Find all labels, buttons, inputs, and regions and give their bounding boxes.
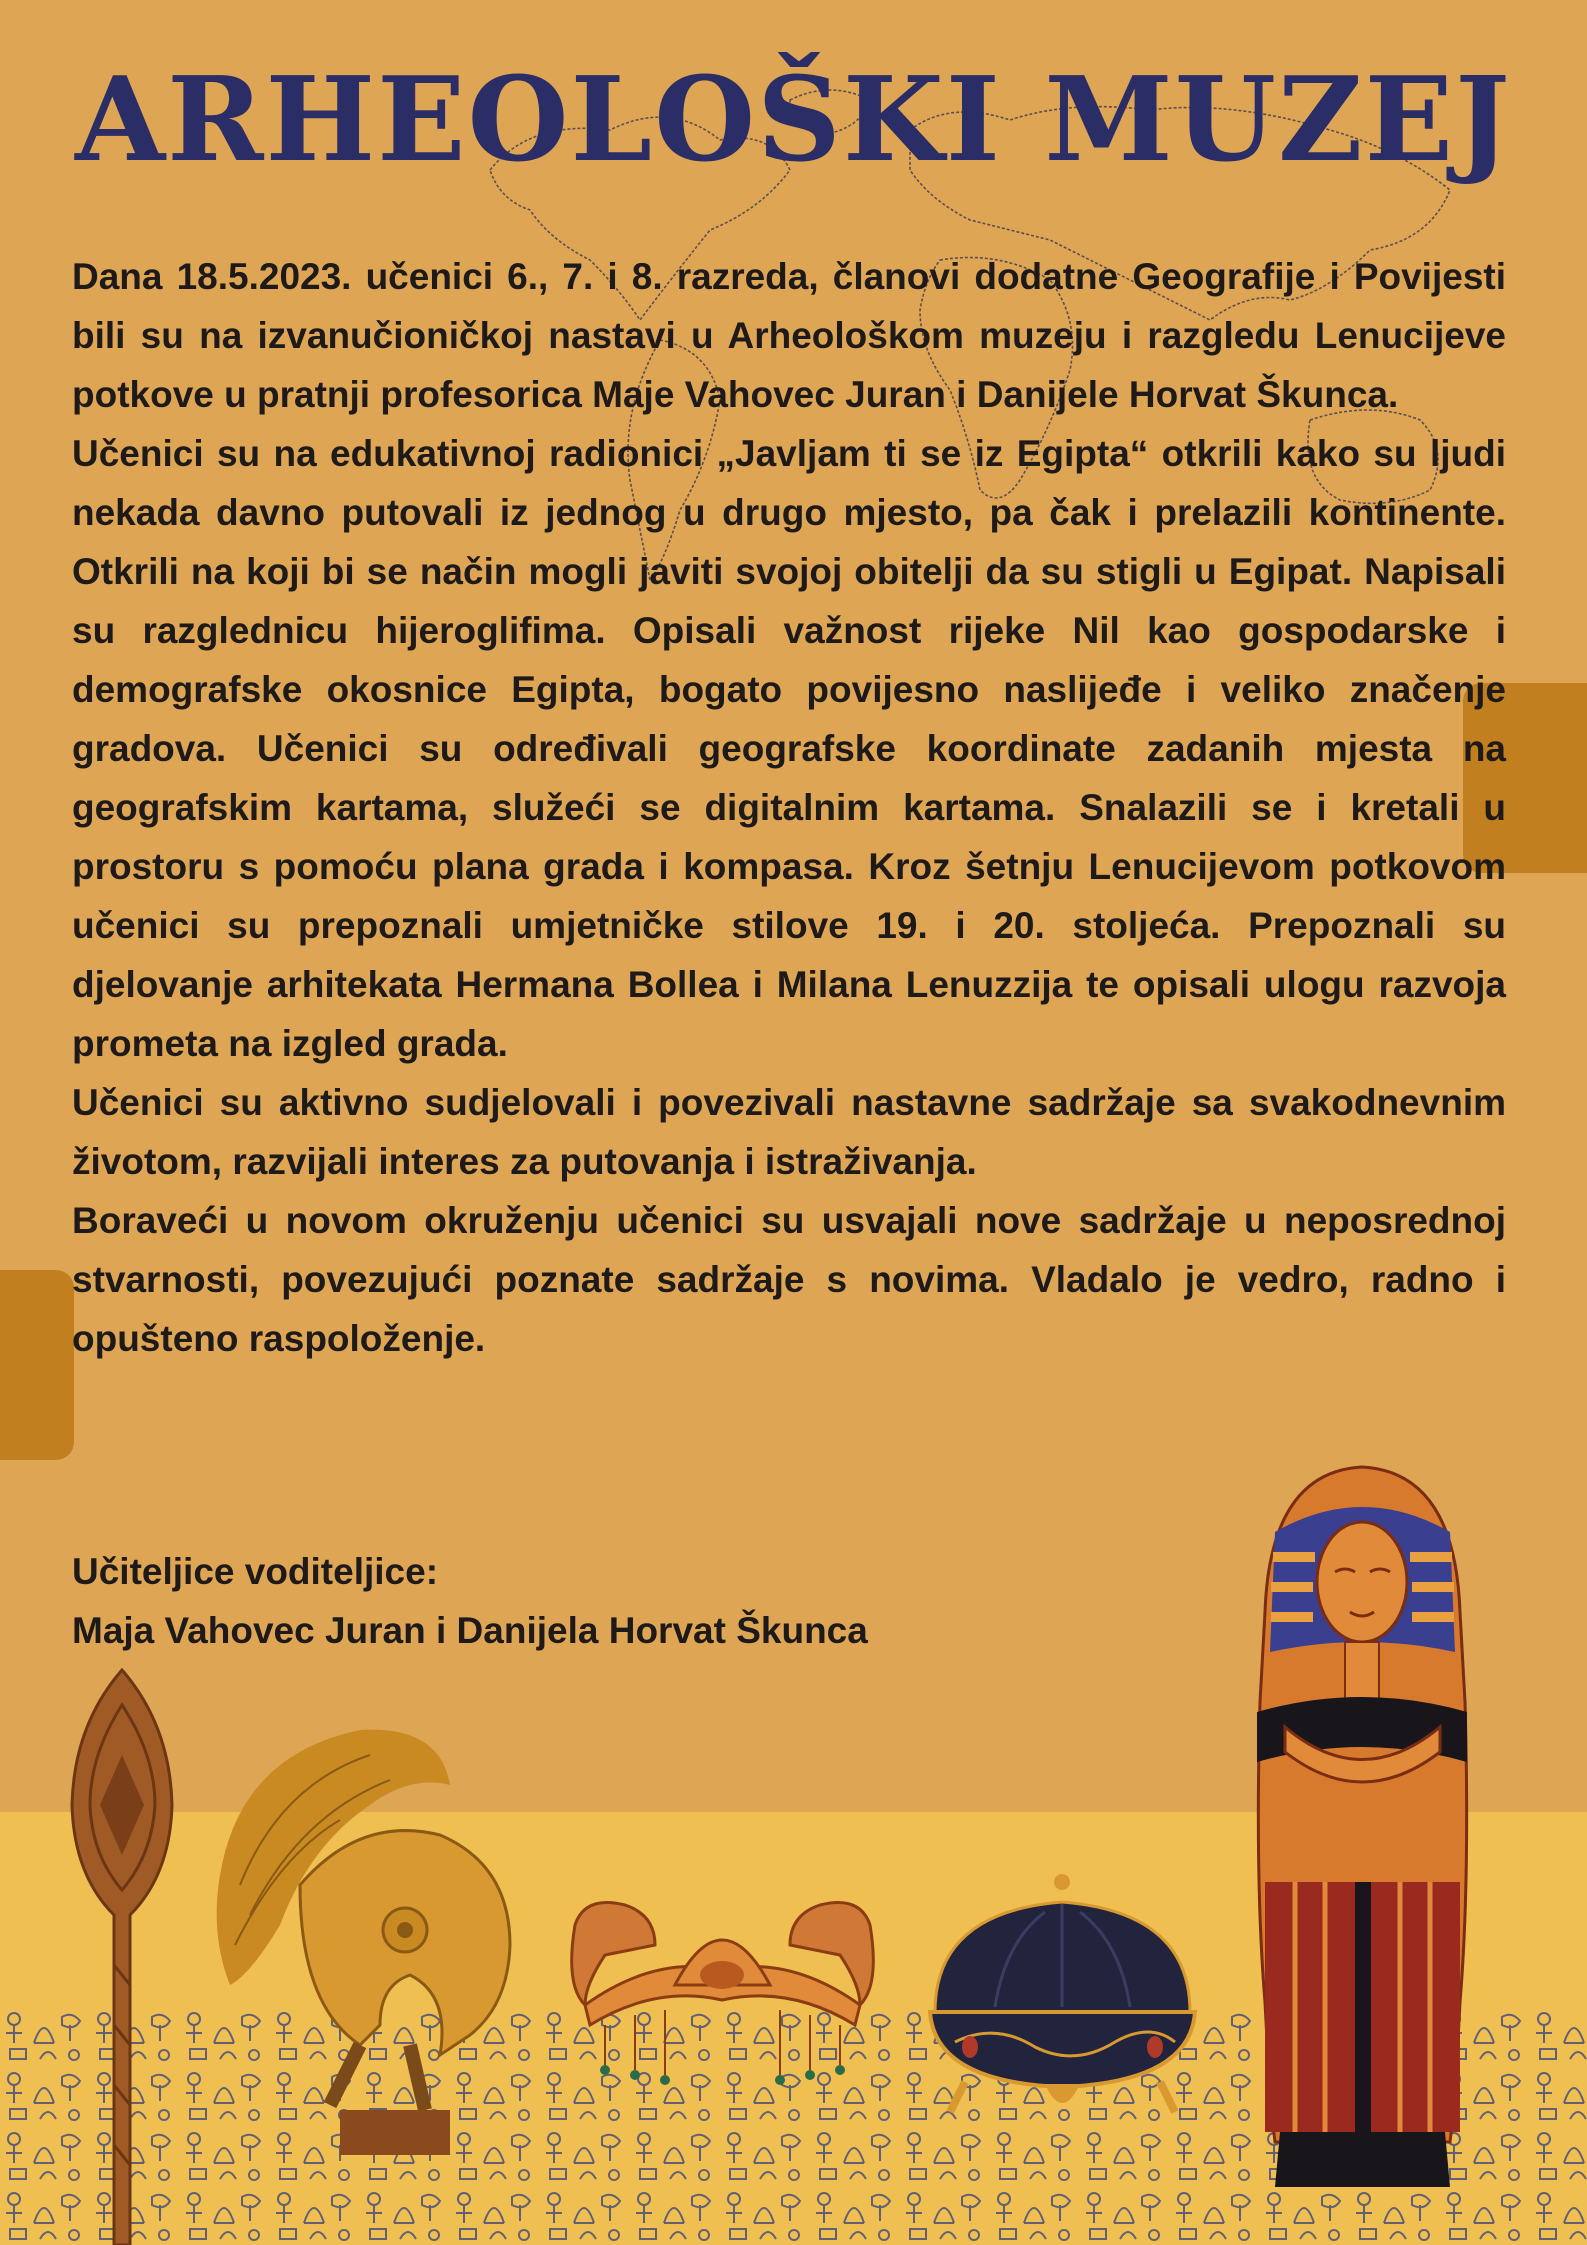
signature-heading: Učiteljice voditeljice: [72, 1551, 439, 1592]
crown-artifact [565, 1875, 880, 2125]
helmet-artifact [210, 1725, 520, 2160]
decorative-tab-left [0, 1270, 74, 1460]
signature-names: Maja Vahovec Juran i Danijela Horvat Škunca [72, 1610, 868, 1651]
paragraph-3: Učenici su aktivno sudjelovali i povezivali nastavne sadržaje sa svakodnevnim životom, razvijali interes za putovanja i istraživanja. [72, 1082, 1506, 1182]
ceremonial-bowl-artifact [925, 1872, 1200, 2122]
wooden-paddle-artifact [60, 1665, 185, 2245]
paragraph-1: Dana 18.5.2023. učenici 6., 7. i 8. razreda, članovi dodatne Geografije i Povijesti bili su na izvanučioničkoj nastavi u Arheološkom muzeju i razgledu Lenucijeve potkove u pratnji profesorica Maje Vahovec Juran i Danijele Horvat Škunca. [72, 256, 1506, 415]
paragraph-4: Boraveći u novom okruženju učenici su usvajali nove sadržaje u neposrednoj stvarnosti, povezujući poznate sadržaje s novima. Vladalo je vedro, radno i opušteno raspoloženje. [72, 1200, 1506, 1359]
page-title: ARHEOLOŠKI MUZEJ [75, 52, 1512, 188]
paragraph-2: Učenici su na edukativnoj radionici „Javljam ti se iz Egipta“ otkrili kako su ljudi nekada davno putovali iz jednog u drugo mjesto, pa čak i prelazili kontinente. Otkrili na koji bi se način mogli javiti svojoj obitelji da su stigli u Egipat. Napisali su razglednicu hijeroglifima. Opisali važnost rijeke Nil kao gospodarske i demografske okosnice Egipta, bogato povijesno naslijeđe i veliko značenje gradova. Učenici su određivali geografske koordinate zadanih mjesta na geografskim kartama, služeći se digitalnim kartama. Snalazili se i kretali u prostoru s pomoću plana grada i kompasa. Kroz šetnju Lenucijevom potkovom učenici su prepoznali umjetničke stilove 19. i 20. stoljeća. Prepoznali su djelovanje arhitekata Hermana Bollea i Milana Lenuzzija te opisali ulogu razvoja prometa na izgled grada. [72, 433, 1506, 1064]
pharaoh-sarcophagus-artifact [1255, 1462, 1470, 2192]
article-body [72, 247, 1506, 1368]
signature-block [72, 1542, 868, 1660]
